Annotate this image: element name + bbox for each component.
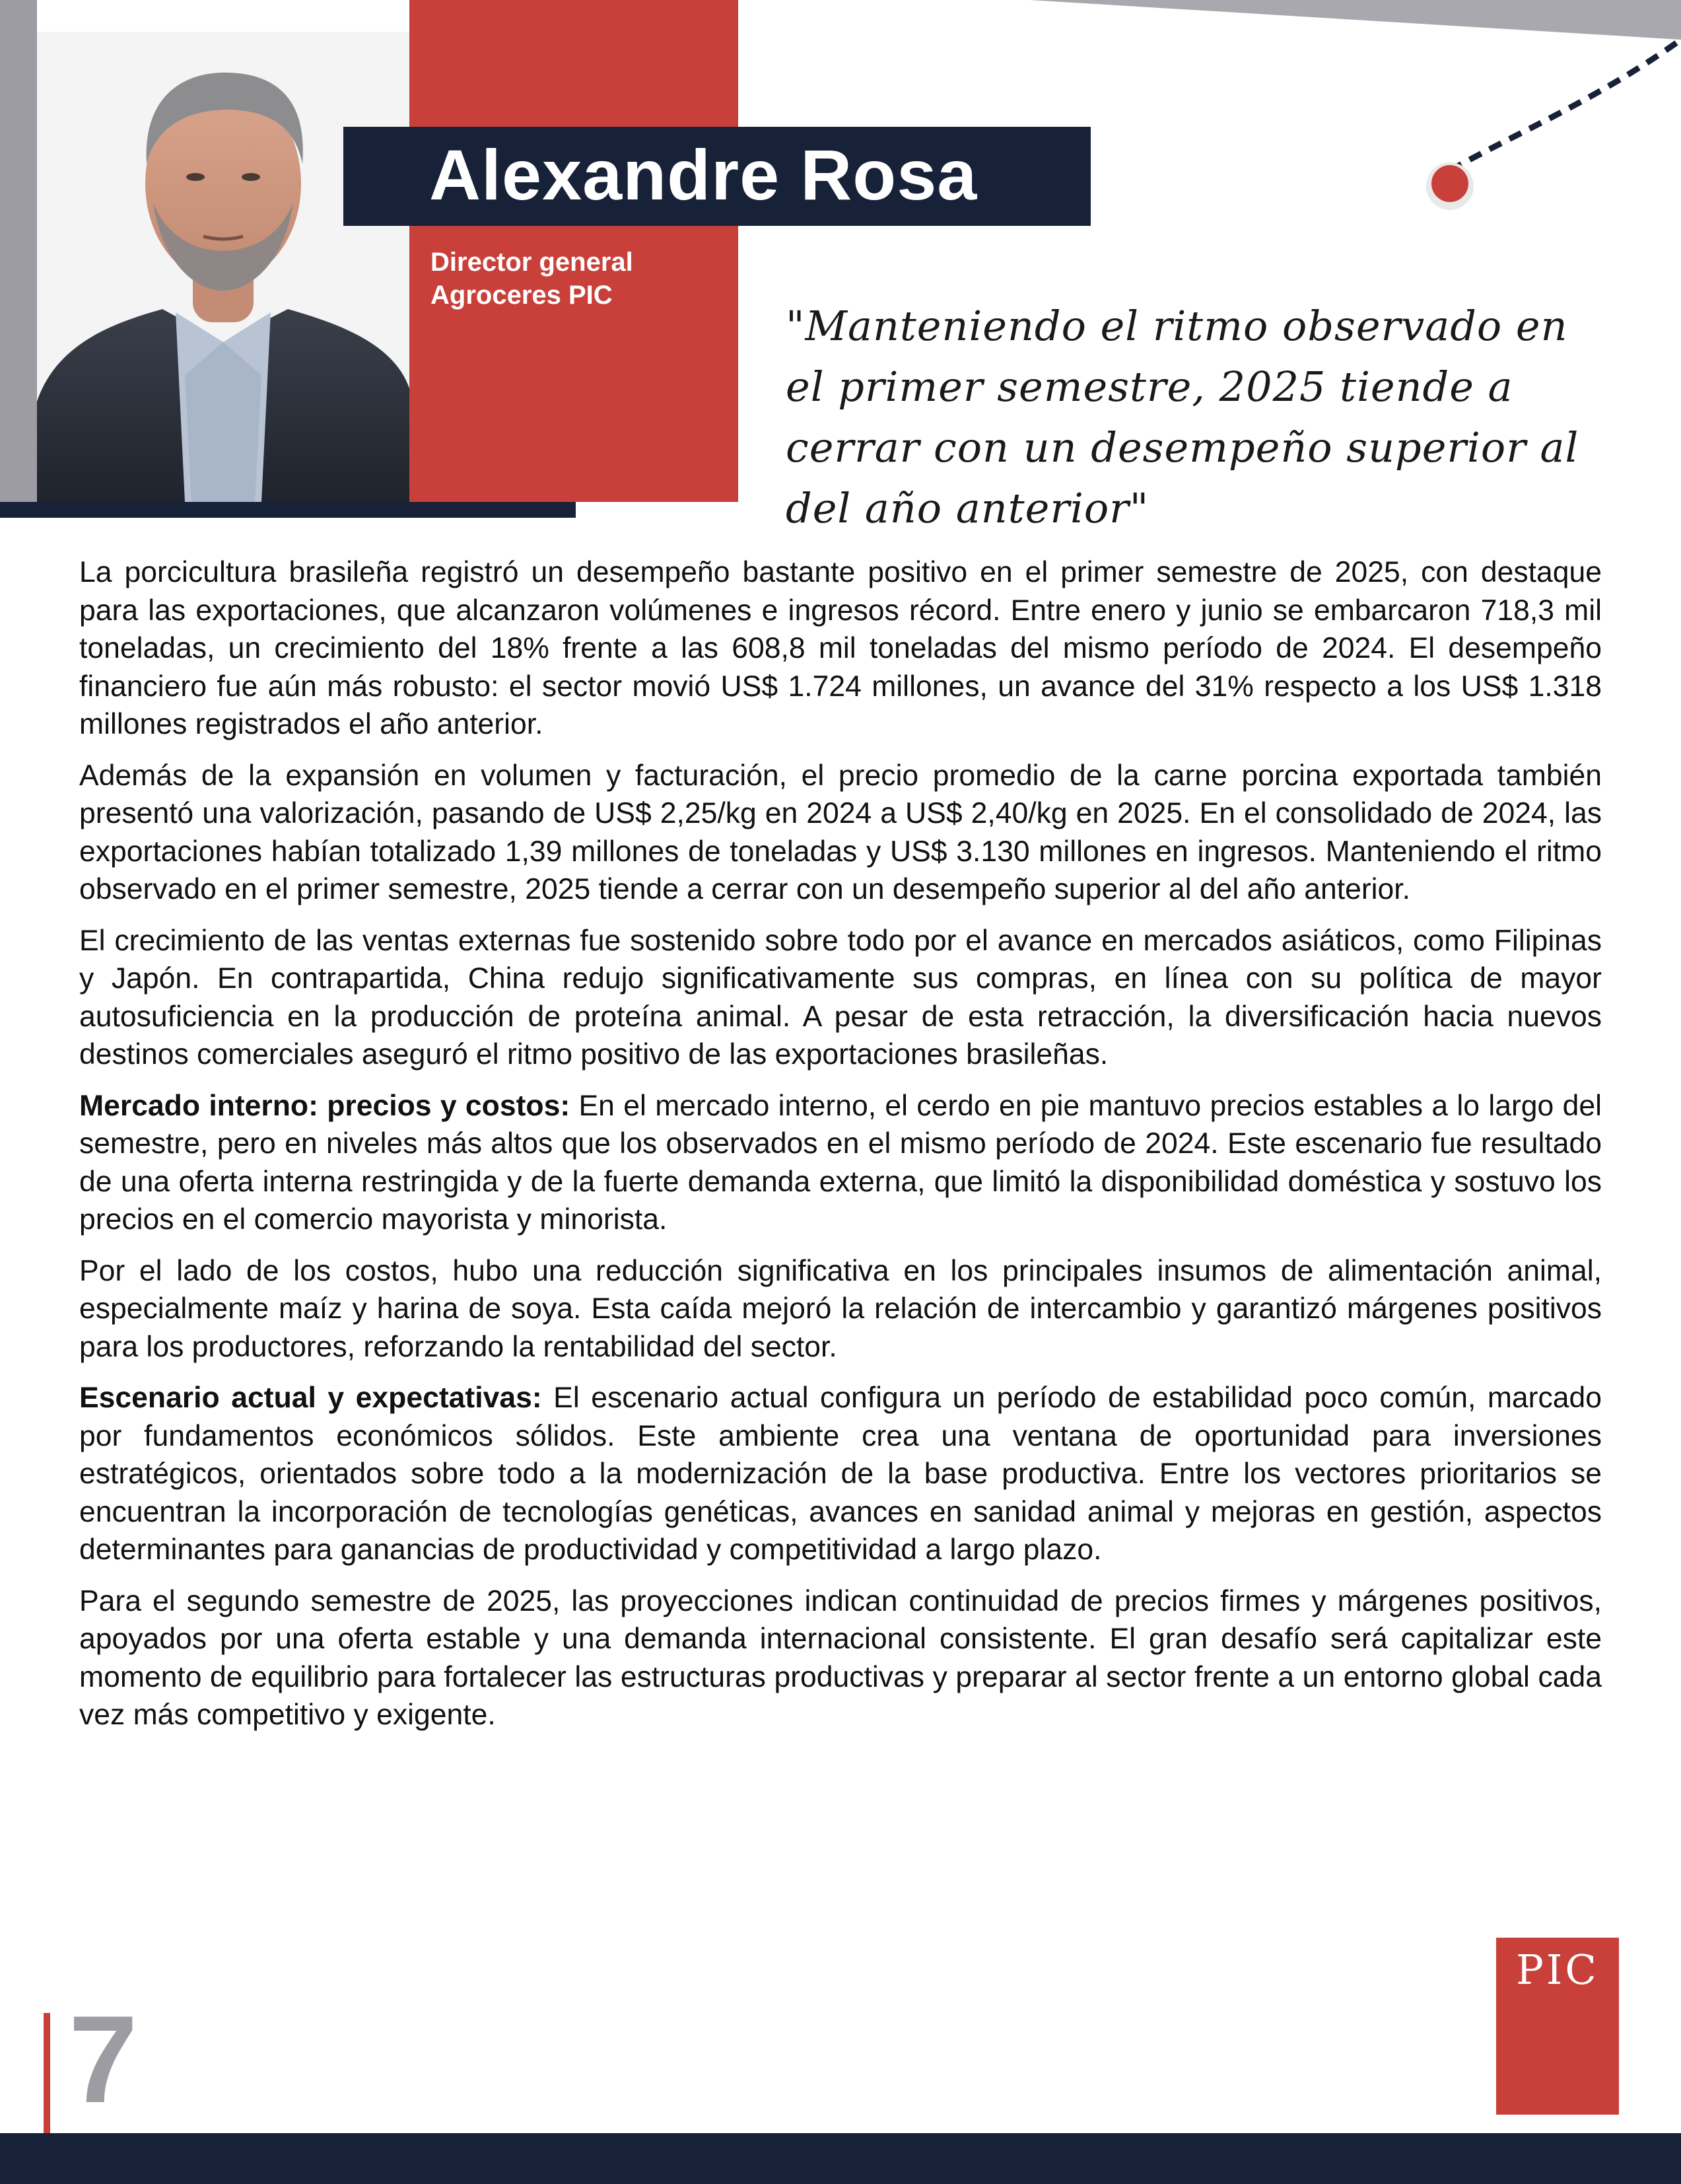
article-body xyxy=(79,553,1602,1747)
author-company: Agroceres PIC xyxy=(430,281,613,310)
quote-line: cerrar con un desempeño superior al xyxy=(786,423,1579,472)
paragraph-2: Además de la expansión en volumen y facturación, el precio promedio de la carne porcina exportada también presentó una valorización, pasando de US$ 2,25/kg en 2024 a US$ 2,40/kg en 2025. En el consolidado de 2024, las exportaciones habían totalizado 1,39 millones de toneladas y US$ 3.130 millones en ingresos. Manteniendo el ritmo observado en el primer semestre, 2025 tiende a cerrar con un desempeño superior al del año anterior. xyxy=(79,759,1602,905)
portrait-photo xyxy=(37,32,409,502)
pic-logo-text: PIC xyxy=(1516,1946,1599,1994)
paragraph-7: Para el segundo semestre de 2025, las proyecciones indican continuidad de precios firmes y márgenes positivos, apoyados por una oferta estable y una demanda internacional consistente. El gran desafío será capitalizar este momento de equilibrio para fortalecer las estructuras productivas y preparar al sector frente a un entorno global cada vez más competitivo y exigente. xyxy=(79,1584,1602,1731)
paragraph-4 xyxy=(79,1087,1602,1239)
pull-quote xyxy=(786,296,1618,539)
paragraph-5: Por el lado de los costos, hubo una reducción significativa en los principales insumos de alimentación animal, especialmente maíz y harina de soya. Esta caída mejoró la relación de intercambio y garantizó márgenes positivos para los productores, reforzando la rentabilidad del sector. xyxy=(79,1254,1602,1363)
quote-line: del año anterior" xyxy=(786,484,1149,532)
page-number: 7 xyxy=(69,1990,138,2129)
paragraph-3: El crecimiento de las ventas externas fue sostenido sobre todo por el avance en mercados asiáticos, como Filipinas y Japón. En contrapartida, China redujo significativamente sus compras, en línea con su política de mayor autosuficiencia en la producción de proteína animal. A pesar de esta retracción, la diversificación hacia nuevos destinos comerciales aseguró el ritmo positivo de las exportaciones brasileñas. xyxy=(79,924,1602,1071)
author-role: Director general xyxy=(430,248,633,277)
quote-line: "Manteniendo el ritmo observado en xyxy=(786,302,1568,350)
section-heading-mercado: Mercado interno: precios y costos: xyxy=(79,1089,570,1122)
paragraph-6 xyxy=(79,1379,1602,1569)
red-dot-icon xyxy=(1431,165,1468,202)
person-silhouette-icon xyxy=(37,32,409,502)
navy-underline-bar xyxy=(0,502,576,518)
paragraph-6-text: El escenario actual configura un período de estabilidad poco común, marcado por fundamentos económicos sólidos. Este ambiente crea una ventana de oportunidad para inversiones estratégicos, orientados sobre todo a la modernización de la base productiva. Entre los vectores prioritarios se encuentran la incorporación de tecnologías genéticas, avances en sanidad animal y mejoras en gestión, aspectos determinantes para ganancias de productividad y competitividad a largo plazo. xyxy=(79,1382,1602,1566)
author-name: Alexandre Rosa xyxy=(429,135,978,215)
bottom-navy-bar xyxy=(0,2133,1681,2184)
quote-line: el primer semestre, 2025 tiende a xyxy=(786,363,1513,411)
left-gray-bar xyxy=(0,0,37,502)
section-heading-escenario: Escenario actual y expectativas: xyxy=(79,1382,542,1414)
paragraph-1: La porcicultura brasileña registró un desempeño bastante positivo en el primer semestre de 2025, con destaque para las exportaciones, que alcanzaron volúmenes e ingresos récord. Entre enero y junio se embarcaron 718,3 mil toneladas, un crecimiento del 18% frente a las 608,8 mil toneladas del mismo período de 2024. El desempeño financiero fue aún más robusto: el sector movió US$ 1.724 millones, un avance del 31% respecto a los US$ 1.318 millones registrados el año anterior. xyxy=(79,556,1602,740)
dotted-line-decoration xyxy=(1387,20,1681,218)
paragraph-4-text: En el mercado interno, el cerdo en pie mantuvo precios estables a lo largo del semestre, pero en niveles más altos que los observados en el mismo período de 2024. Este escenario fue resultado de una oferta interna restringida y de la fuerte demanda externa, que limitó la disponibilidad doméstica y sostuvo los precios en el comercio mayorista y minorista. xyxy=(79,1089,1602,1236)
